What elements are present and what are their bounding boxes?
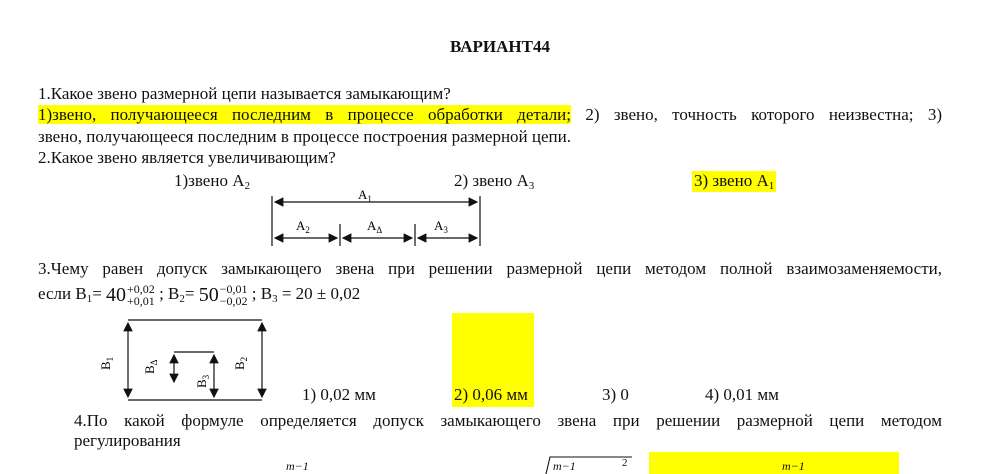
q3-answer-4[interactable]: 4) 0,01 мм [705, 385, 779, 404]
q2-option-2-sub: 3 [528, 180, 535, 192]
label-b3: $В_3$ [194, 374, 211, 388]
q2-option-1[interactable] [174, 171, 250, 192]
q3-b2-tolerance [220, 283, 248, 307]
q3-b3-value: = 20 ± 0,02 [281, 284, 361, 303]
q4-formula-1-sum-limit[interactable]: m−1 [286, 459, 309, 473]
q3-answer-1[interactable]: 1) 0,02 мм [302, 385, 376, 404]
label-b2: $В_2$ [232, 356, 249, 370]
label-b1: $В_1$ [98, 356, 115, 370]
q2-option-1-sub: 2 [244, 180, 250, 192]
q3-eq: = [92, 284, 102, 303]
q3-b1-lower: +0,01 [127, 294, 155, 309]
question-3: 3.Чему равен допуск замыкающего звена при решении размерной цепи методом полной взаимозаменяемости, [38, 259, 942, 278]
q1-options-2-3[interactable]: 2) звено, точность которого неизвестна; 3) [585, 105, 942, 124]
q3-b2-upper: −0,01 [219, 282, 248, 297]
q1-option-3-text[interactable]: звено, получающееся последним в процессе построения размерной цепи. [38, 127, 571, 146]
page-title: ВАРИАНТ44 [450, 37, 550, 56]
question-1: 1.Какое звено размерной цепи называется замыкающим? [38, 84, 451, 103]
q3-b2-label: ; В [159, 284, 180, 303]
q4-formula-3-sum-limit: m−1 [782, 459, 805, 473]
question-1-line-2 [38, 105, 942, 125]
label-bd: $В_\Delta$ [142, 359, 159, 374]
q3-b1-upper: +0,02 [127, 282, 155, 297]
q2-dimension-chain-diagram [262, 188, 492, 250]
label-a2: $А_2$ [296, 218, 310, 235]
q1-option-1-correct[interactable]: 1)звено, получающееся последним в процессе обработки детали; [38, 105, 572, 124]
question-4-line-2: регулирования [74, 431, 181, 450]
q2-option-2-label: 2) звено А [454, 171, 529, 190]
q3-b2-lower: −0,02 [219, 294, 248, 309]
q2-option-3-sub: 1 [768, 180, 775, 192]
question-4: 4.По какой формуле определяется допуск замыкающего звена при решении размерной цепи методом [74, 411, 942, 430]
q3-answer-2-correct[interactable]: 2) 0,06 мм [454, 385, 528, 404]
q4-formula-2-sum-limit: m−1 [553, 459, 576, 473]
q3-b2-sub: 2 [179, 293, 185, 305]
q3-condition [38, 279, 360, 314]
q3-b3-label: ; В [251, 284, 273, 303]
label-a1: $А_1$ [358, 188, 372, 204]
q3-b3-sub: 3 [272, 293, 278, 305]
q3-b2-nominal: 50 [198, 284, 219, 307]
label-ad: $А_\Delta$ [367, 218, 383, 235]
q4-formula-3-correct[interactable] [649, 452, 899, 474]
q2-option-3-correct[interactable] [692, 171, 776, 192]
label-a3: $А_3$ [434, 218, 448, 235]
q2-option-3-label: 3) звено А [694, 171, 769, 190]
q2-option-1-label: 1)звено А [174, 171, 245, 190]
q3-b1-nominal: 40 [106, 284, 127, 307]
q3-dimension-chain-diagram [92, 312, 282, 404]
q3-b1-sub: 1 [86, 293, 93, 305]
q3-b-label: если В [38, 284, 87, 303]
q3-b1-tolerance [127, 283, 155, 307]
q3-answer-3[interactable]: 3) 0 [602, 385, 629, 404]
question-2: 2.Какое звено является увеличивающим? [38, 148, 336, 167]
q3-eq2: = [184, 284, 195, 303]
q4-formula-2-exponent: 2 [622, 457, 628, 469]
